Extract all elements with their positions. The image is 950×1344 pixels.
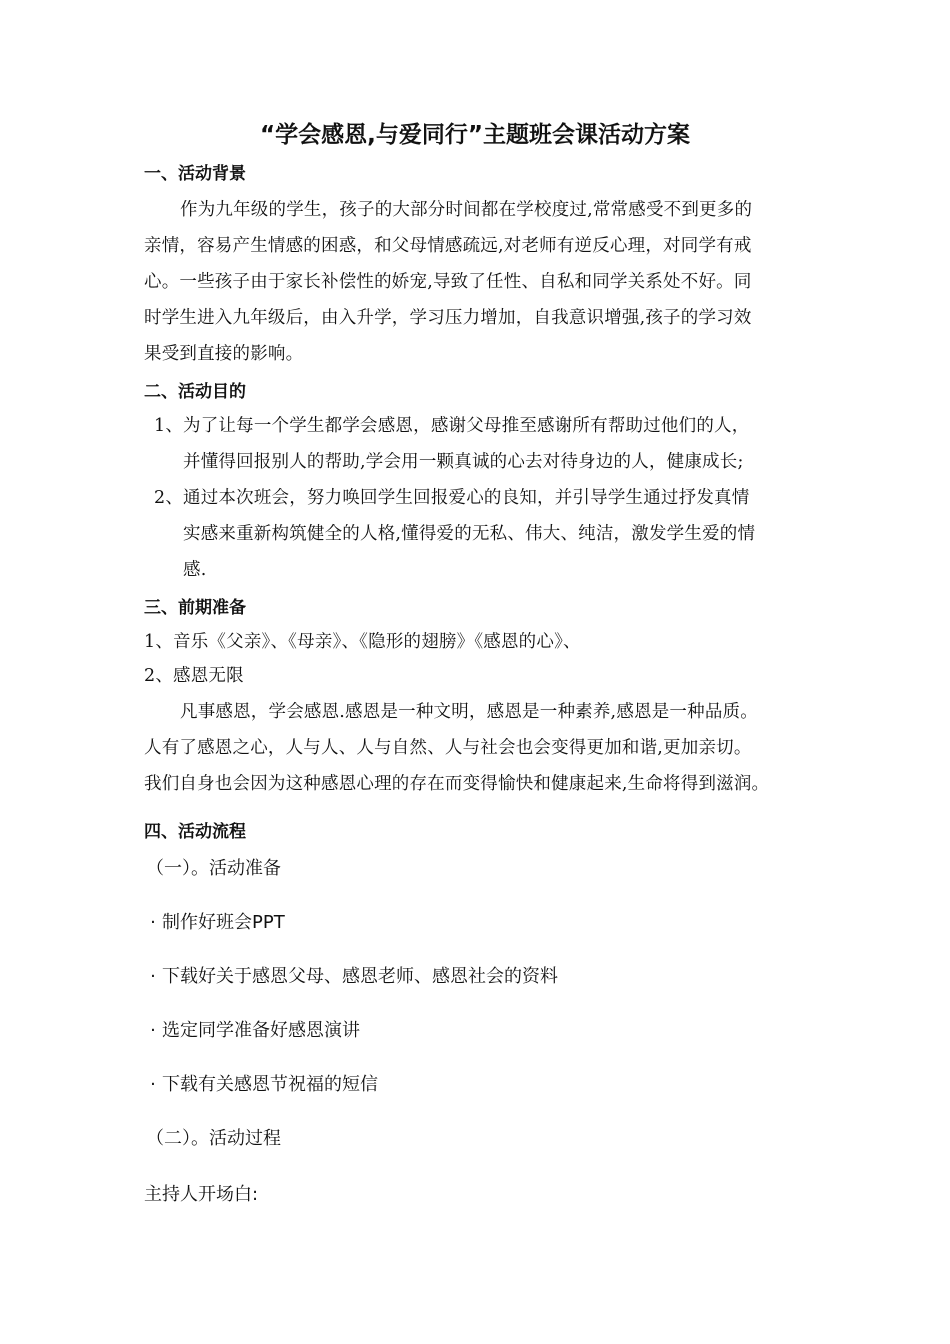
bullet-text: 制作好班会PPT	[162, 912, 285, 933]
section-3-line: 人有了感恩之心，人与人、人与自然、人与社会也会变得更加和谐,更加亲切。	[144, 738, 752, 758]
bullet-icon: ·	[150, 1074, 156, 1095]
bullet-item	[144, 910, 285, 936]
bullet-item	[144, 1018, 360, 1044]
section-2-line: 实感来重新构筑健全的人格,懂得爱的无私、伟大、纯洁，激发学生爱的情	[183, 524, 756, 544]
host-opening-label: 主持人开场白:	[144, 1184, 259, 1205]
section-1-line: 亲情，容易产生情感的困惑，和父母情感疏远,对老师有逆反心理，对同学有戒	[144, 236, 752, 256]
bullet-icon: ·	[150, 966, 156, 987]
section-1-line: 作为九年级的学生，孩子的大部分时间都在学校度过,常常感受不到更多的	[180, 200, 753, 220]
section-3-heading: 三、前期准备	[144, 598, 246, 618]
section-2-line: 感.	[183, 560, 207, 580]
section-2-heading: 二、活动目的	[144, 382, 246, 402]
section-3-line: 我们自身也会因为这种感恩心理的存在而变得愉快和健康起来,生命将得到滋润。	[144, 774, 770, 794]
section-3-line: 凡事感恩，学会感恩.感恩是一种文明，感恩是一种素养,感恩是一种品质。	[180, 702, 758, 722]
section-1-heading: 一、活动背景	[144, 164, 246, 184]
section-1-line: 时学生进入九年级后，由入升学，学习压力增加，自我意识增强,孩子的学习效	[144, 308, 752, 328]
section-2-line: 2、通过本次班会，努力唤回学生回报爱心的良知，并引导学生通过抒发真情	[154, 488, 750, 508]
bullet-text: 下载有关感恩节祝福的短信	[162, 1074, 378, 1095]
document-title: “学会感恩,与爱同行”主题班会课活动方案	[260, 122, 690, 148]
section-2-line: 并懂得回报别人的帮助,学会用一颗真诚的心去对待身边的人，健康成长;	[183, 452, 744, 472]
bullet-text: 选定同学准备好感恩演讲	[162, 1020, 360, 1041]
bullet-text: 下载好关于感恩父母、感恩老师、感恩社会的资料	[162, 966, 558, 987]
section-4-heading: 四、活动流程	[144, 822, 246, 842]
section-2-line: 1、为了让每一个学生都学会感恩，感谢父母推至感谢所有帮助过他们的人，	[154, 416, 750, 436]
bullet-icon: ·	[150, 1020, 156, 1041]
bullet-icon: ·	[150, 912, 156, 933]
section-3-line: 1、音乐《父亲》、《母亲》、《隐形的翅膀》《感恩的心》、	[144, 632, 581, 652]
section-3-line: 2、感恩无限	[144, 666, 244, 686]
bullet-item	[144, 964, 558, 990]
section-1-line: 心。一些孩子由于家长补偿性的娇宠,导致了任性、自私和同学关系处不好。同	[144, 272, 752, 292]
subsection-heading: （二）。活动过程	[146, 1128, 281, 1149]
bullet-item	[144, 1072, 378, 1098]
subsection-heading: （一）。活动准备	[146, 858, 281, 879]
section-1-line: 果受到直接的影响。	[144, 344, 304, 364]
